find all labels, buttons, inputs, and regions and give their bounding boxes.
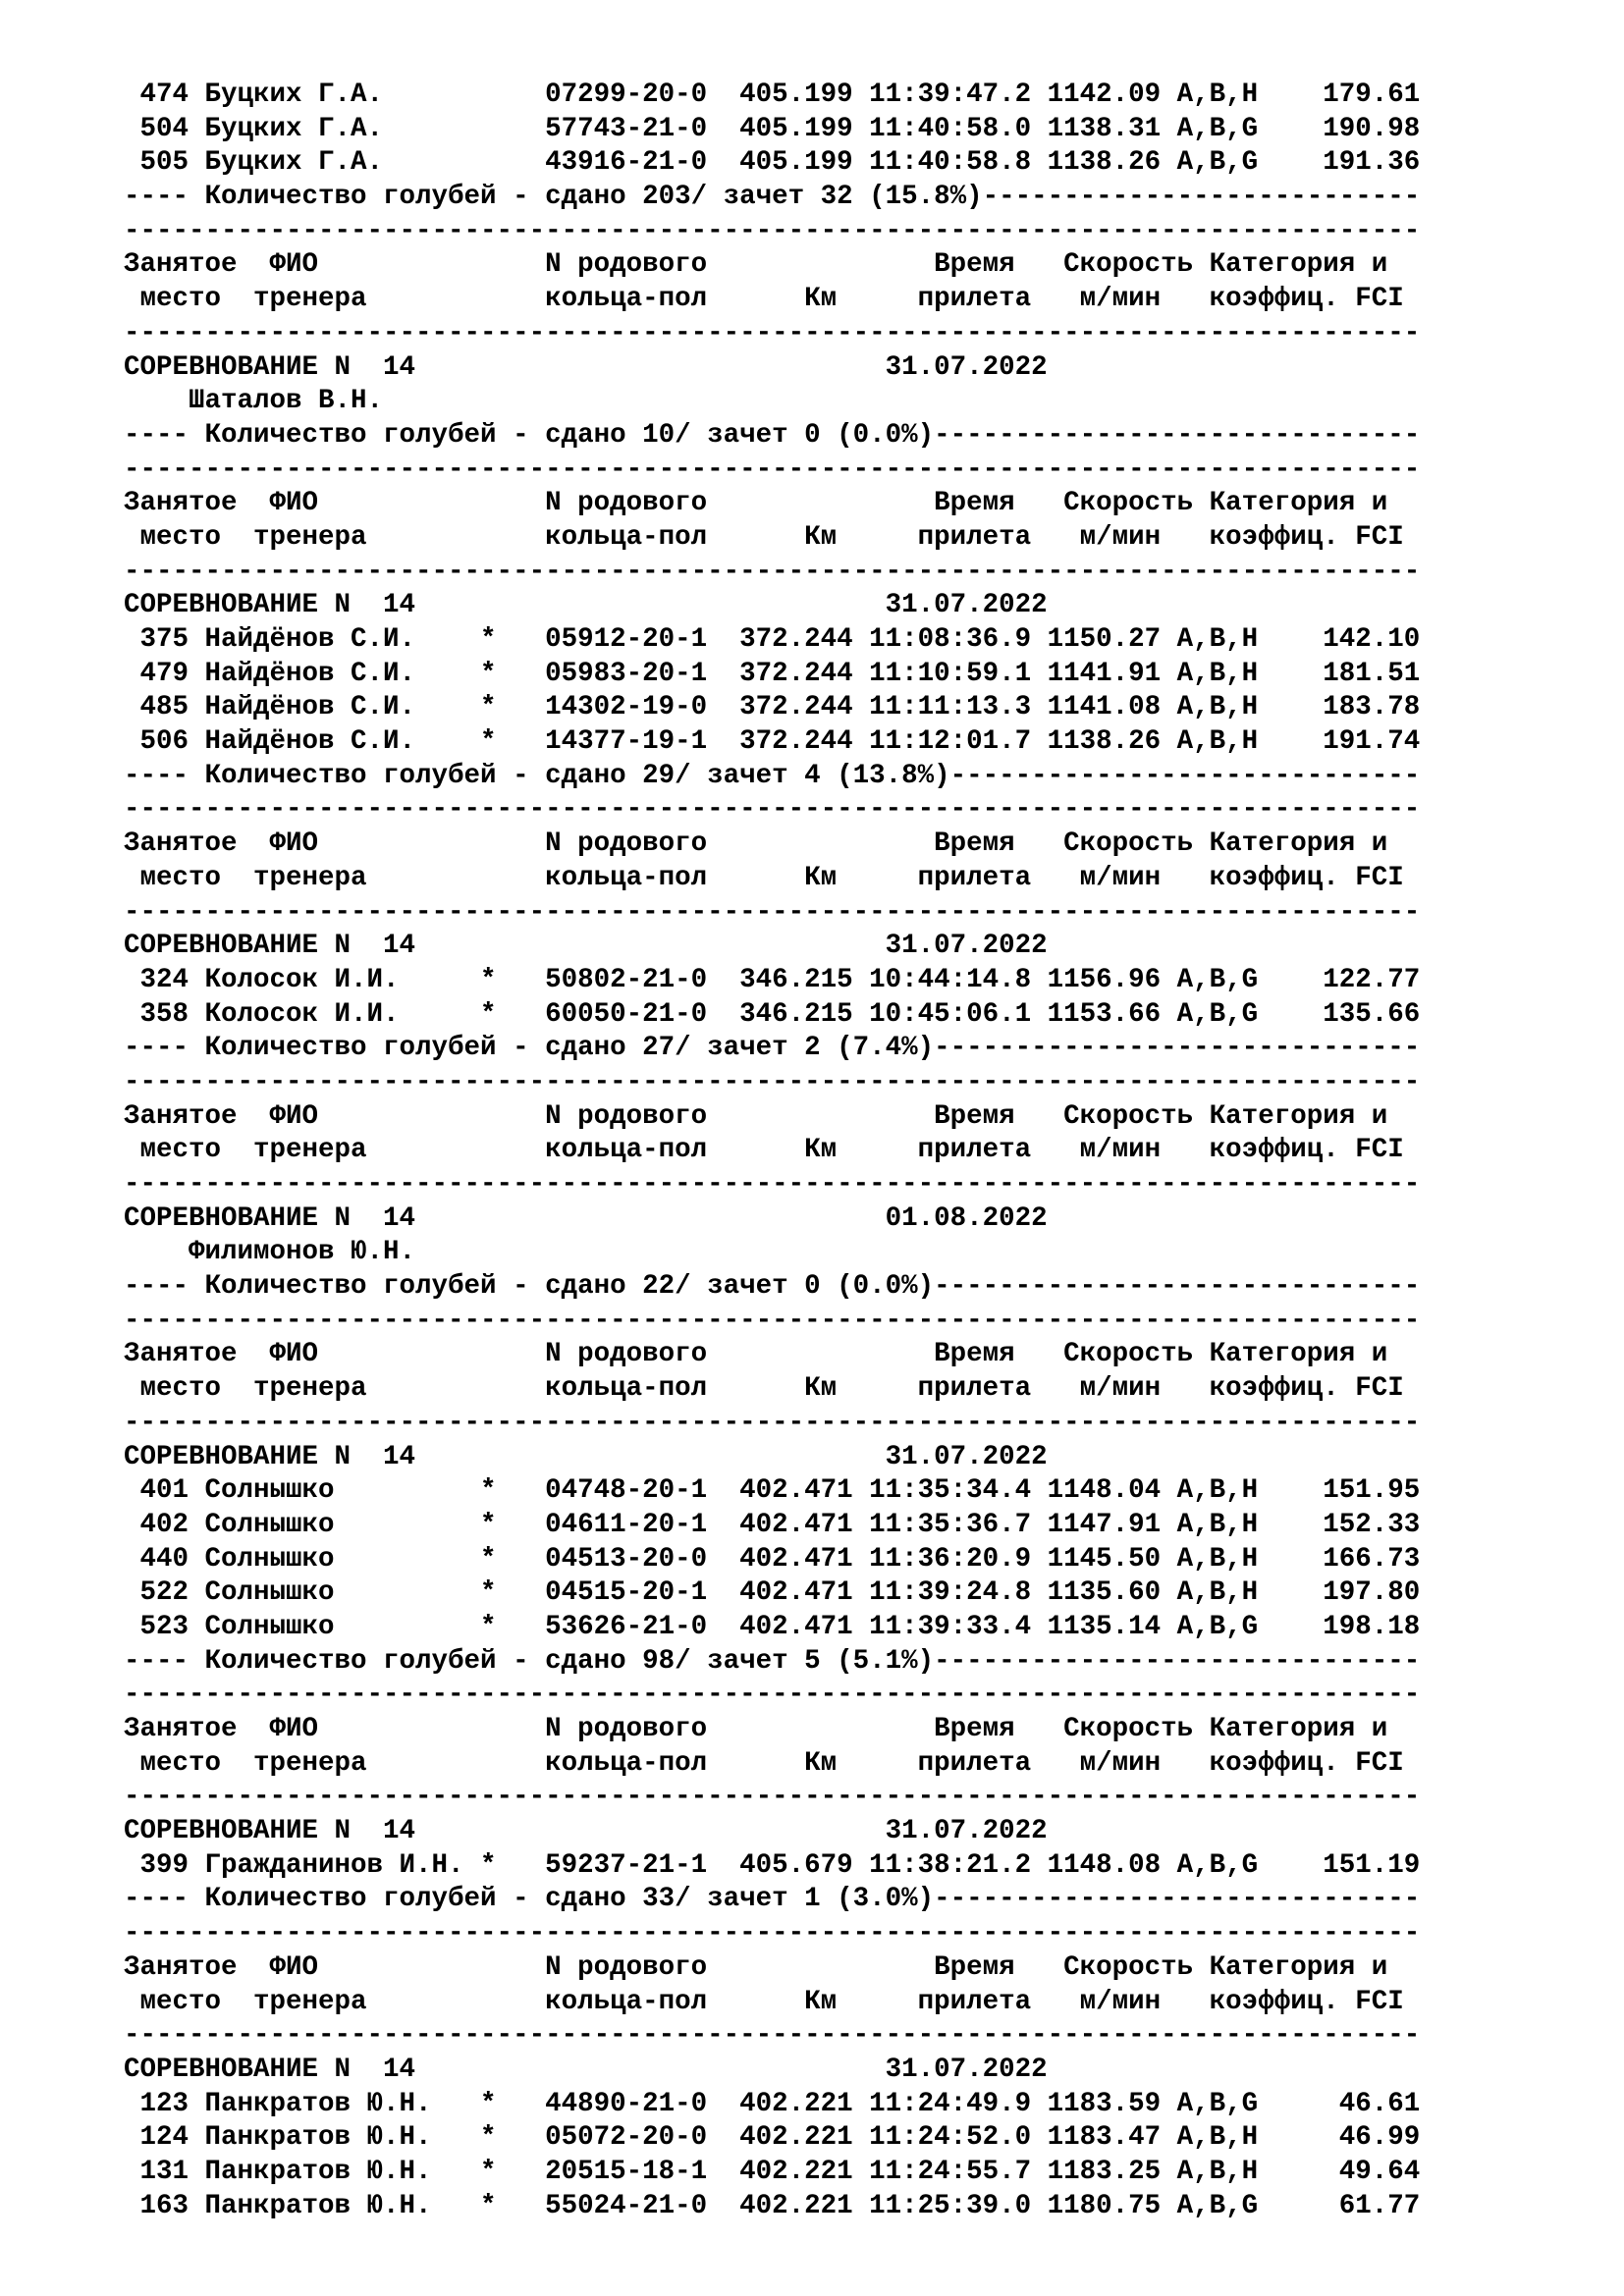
summary-line: ---- Количество голубей - сдано 203/ зачет 32 (15.8%)--------------------------- [124, 182, 1421, 213]
result-row: 474 Буцких Г.А. 07299-20-0 405.199 11:39:47.2 1142.09 A,B,H 179.61 [124, 80, 1421, 110]
result-row: 479 Найдёнов С.И. * 05983-20-1 372.244 11:10:59.1 1141.91 A,B,H 181.51 [124, 658, 1421, 689]
result-row: 131 Панкратов Ю.Н. * 20515-18-1 402.221 11:24:55.7 1183.25 A,B,H 49.64 [124, 2156, 1421, 2187]
result-row: 399 Гражданинов И.Н. * 59237-21-1 405.679 11:38:21.2 1148.08 A,B,G 151.19 [124, 1849, 1421, 1881]
summary-line: ---- Количество голубей - сдано 22/ зачет 0 (0.0%)------------------------------ [124, 1271, 1421, 1303]
result-row: 163 Панкратов Ю.Н. * 55024-21-0 402.221 11:25:39.0 1180.75 A,B,G 61.77 [124, 2190, 1421, 2221]
competition-line: СОРЕВНОВАНИЕ N 14 31.07.2022 [124, 590, 1048, 621]
trainer-line: Шаталов В.Н. [124, 386, 384, 417]
divider-line: -------------------------------------------------------------------------------- [124, 317, 1421, 348]
trainer-line: Филимонов Ю.Н. [124, 1237, 416, 1268]
header-line: Занятое ФИО N родового Время Скорость Категория и [124, 249, 1388, 281]
divider-line: -------------------------------------------------------------------------------- [124, 1066, 1421, 1097]
divider-line: -------------------------------------------------------------------------------- [124, 1407, 1421, 1438]
header-line: место тренера кольца-пол Км прилета м/мин коэффиц. FCI [124, 1747, 1404, 1779]
result-row: 402 Солнышко * 04611-20-1 402.471 11:35:36.7 1147.91 A,B,H 152.33 [124, 1509, 1421, 1540]
result-row: 123 Панкратов Ю.Н. * 44890-21-0 402.221 11:24:49.9 1183.59 A,B,G 46.61 [124, 2088, 1421, 2119]
header-line: место тренера кольца-пол Км прилета м/мин коэффиц. FCI [124, 1986, 1404, 2017]
divider-line: -------------------------------------------------------------------------------- [124, 215, 1421, 246]
summary-line: ---- Количество голубей - сдано 27/ зачет 2 (7.4%)------------------------------ [124, 1033, 1421, 1064]
header-line: Занятое ФИО N родового Время Скорость Категория и [124, 1100, 1388, 1132]
competition-line: СОРЕВНОВАНИЕ N 14 31.07.2022 [124, 351, 1048, 383]
header-line: Занятое ФИО N родового Время Скорость Категория и [124, 1951, 1388, 1983]
result-row: 504 Буцких Г.А. 57743-21-0 405.199 11:40:58.0 1138.31 A,B,G 190.98 [124, 113, 1421, 144]
header-line: место тренера кольца-пол Км прилета м/мин коэффиц. FCI [124, 1135, 1404, 1166]
divider-line: -------------------------------------------------------------------------------- [124, 1680, 1421, 1711]
header-line: Занятое ФИО N родового Время Скорость Категория и [124, 1339, 1388, 1370]
summary-line: ---- Количество голубей - сдано 33/ зачет 1 (3.0%)------------------------------ [124, 1884, 1421, 1915]
divider-line: -------------------------------------------------------------------------------- [124, 1305, 1421, 1336]
competition-line: СОРЕВНОВАНИЕ N 14 01.08.2022 [124, 1202, 1048, 1234]
result-row: 401 Солнышко * 04748-20-1 402.471 11:35:34.4 1148.04 A,B,H 151.95 [124, 1475, 1421, 1507]
results-printout [124, 79, 1616, 2223]
divider-line: -------------------------------------------------------------------------------- [124, 794, 1421, 826]
result-row: 358 Колосок И.И. * 60050-21-0 346.215 10:45:06.1 1153.66 A,B,G 135.66 [124, 998, 1421, 1030]
summary-line: ---- Количество голубей - сдано 98/ зачет 5 (5.1%)------------------------------ [124, 1645, 1421, 1677]
divider-line: -------------------------------------------------------------------------------- [124, 556, 1421, 587]
divider-line: -------------------------------------------------------------------------------- [124, 454, 1421, 485]
divider-line: -------------------------------------------------------------------------------- [124, 2020, 1421, 2052]
result-row: 375 Найдёнов С.И. * 05912-20-1 372.244 11:08:36.9 1150.27 A,B,H 142.10 [124, 624, 1421, 655]
result-row: 506 Найдёнов С.И. * 14377-19-1 372.244 11:12:01.7 1138.26 A,B,H 191.74 [124, 726, 1421, 758]
divider-line: -------------------------------------------------------------------------------- [124, 1169, 1421, 1200]
result-row: 505 Буцких Г.А. 43916-21-0 405.199 11:40:58.8 1138.26 A,B,G 191.36 [124, 147, 1421, 179]
divider-line: -------------------------------------------------------------------------------- [124, 896, 1421, 928]
divider-line: -------------------------------------------------------------------------------- [124, 1918, 1421, 1949]
header-line: место тренера кольца-пол Км прилета м/мин коэффиц. FCI [124, 1373, 1404, 1405]
header-line: Занятое ФИО N родового Время Скорость Категория и [124, 488, 1388, 519]
competition-line: СОРЕВНОВАНИЕ N 14 31.07.2022 [124, 1441, 1048, 1472]
summary-line: ---- Количество голубей - сдано 10/ зачет 0 (0.0%)------------------------------ [124, 419, 1421, 451]
header-line: Занятое ФИО N родового Время Скорость Категория и [124, 828, 1388, 860]
result-row: 485 Найдёнов С.И. * 14302-19-0 372.244 11:11:13.3 1141.08 A,B,H 183.78 [124, 692, 1421, 723]
result-row: 440 Солнышко * 04513-20-0 402.471 11:36:20.9 1145.50 A,B,H 166.73 [124, 1543, 1421, 1575]
result-row: 124 Панкратов Ю.Н. * 05072-20-0 402.221 11:24:52.0 1183.47 A,B,H 46.99 [124, 2122, 1421, 2154]
divider-line: -------------------------------------------------------------------------------- [124, 1782, 1421, 1813]
header-line: место тренера кольца-пол Км прилета м/мин коэффиц. FCI [124, 521, 1404, 553]
summary-line: ---- Количество голубей - сдано 29/ зачет 4 (13.8%)----------------------------- [124, 760, 1421, 791]
competition-line: СОРЕВНОВАНИЕ N 14 31.07.2022 [124, 1816, 1048, 1847]
header-line: место тренера кольца-пол Км прилета м/мин коэффиц. FCI [124, 862, 1404, 893]
result-row: 523 Солнышко * 53626-21-0 402.471 11:39:33.4 1135.14 A,B,G 198.18 [124, 1611, 1421, 1642]
header-line: Занятое ФИО N родового Время Скорость Категория и [124, 1714, 1388, 1744]
result-row: 324 Колосок И.И. * 50802-21-0 346.215 10:44:14.8 1156.96 A,B,G 122.77 [124, 964, 1421, 995]
competition-line: СОРЕВНОВАНИЕ N 14 31.07.2022 [124, 931, 1048, 962]
result-row: 522 Солнышко * 04515-20-1 402.471 11:39:24.8 1135.60 A,B,H 197.80 [124, 1577, 1421, 1609]
header-line: место тренера кольца-пол Км прилета м/мин коэффиц. FCI [124, 284, 1404, 315]
competition-line: СОРЕВНОВАНИЕ N 14 31.07.2022 [124, 2054, 1048, 2085]
